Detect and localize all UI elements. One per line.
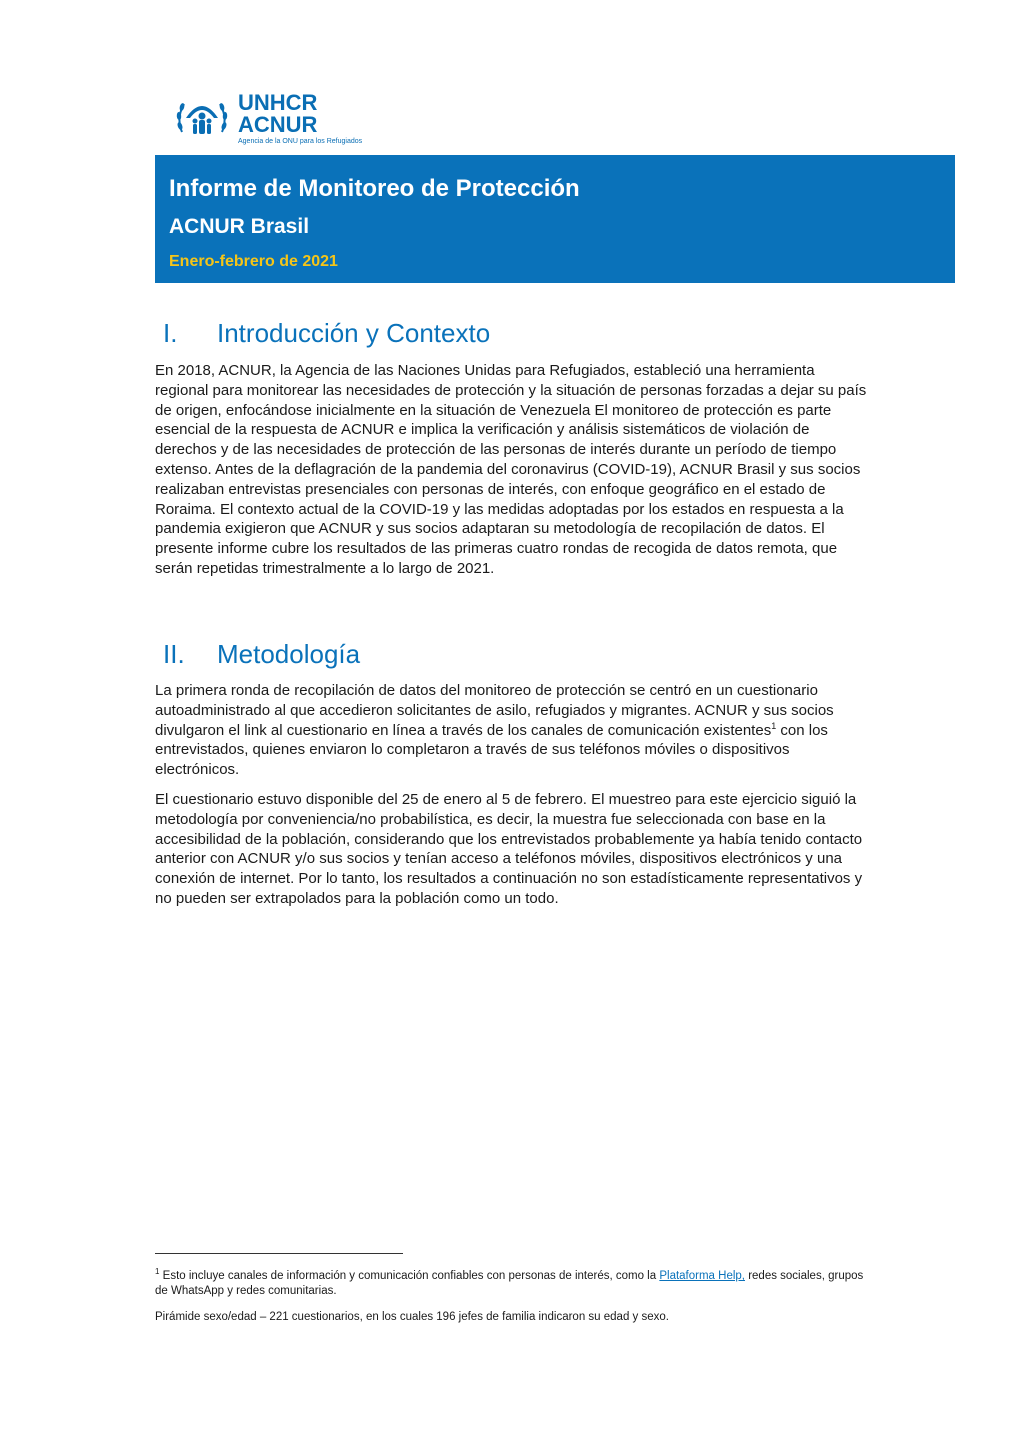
logo-unhcr-text: UNHCR: [238, 90, 318, 115]
section-title: Introducción y Contexto: [217, 318, 491, 348]
footnote: $^1$ Esto incluye canales de información y comunicación confiables con personas de interés, como la Plataforma Help, redes sociales, grupos de WhatsApp y redes comunitarias.: [155, 1267, 864, 1298]
footnote-ref[interactable]: 1: [771, 720, 777, 731]
report-title: Informe de Monitoreo de Protección: [169, 175, 580, 202]
unhcr-emblem-icon: [172, 88, 232, 148]
intro-paragraph: En 2018, ACNUR, la Agencia de las Naciones Unidas para Refugiados, estableció una herramienta regional para monitorear las necesidades de protección y la situación de personas forzadas a dejar su país de origen, enfocándose inicialmente en la situación de Venezuela El monitoreo de protección es parte esencial de la respuesta de ACNUR e implica la verificación y análisis sistemáticos de violación de derechos y de las necesidades de protección de las personas de interés durante un período de tiempo extenso. Antes de la deflagración de la pandemia del coronavirus (COVID-19), ACNUR Brasil y sus socios realizaban entrevistas presenciales con personas de interés, con enfoque geográfico en el estado de Roraima. El contexto actual de la COVID-19 y las medidas adoptadas por los estados en respuesta a la pandemia exigieron que ACNUR y sus socios adaptaran su metodología de recopilación de datos. El presente informe cubre los resultados de las primeras cuatro rondas de recogida de datos remota, que serán repetidas trimestralmente a lo largo de 2021.: [155, 362, 867, 577]
report-date: Enero-febrero de 2021: [169, 253, 338, 270]
section-heading-intro: [163, 318, 490, 349]
section-title: Metodología: [217, 639, 361, 669]
methodology-paragraph-2: El cuestionario estuvo disponible del 25 de enero al 5 de febrero. El muestreo para este ejercicio siguió la metodología por conveniencia/no probabilística, es decir, la muestra fue seleccionada con base en la accesibilidad de la población, considerando que los entrevistados probablemente ya había tenido contacto anterior con ACNUR y/o sus socios y tenían acceso a teléfonos móviles, dispositivos electrónicos y una conexión de internet. Por lo tanto, los resultados a continuación no son estadísticamente representativos y no pueden ser extrapolados para la población como un todo.: [155, 791, 863, 907]
figure-caption: Pirámide sexo/edad – 221 cuestionarios, en los cuales 196 jefes de familia indicaron su edad y sexo.: [155, 1311, 669, 1323]
section-number: II.: [163, 639, 185, 669]
title-banner: [155, 155, 955, 283]
report-subtitle: ACNUR Brasil: [169, 215, 310, 238]
logo-acnur-text: ACNUR: [238, 112, 318, 137]
section-number: I.: [163, 318, 178, 348]
logo-tagline: Agencia de la ONU para los Refugiados: [238, 138, 363, 145]
plataforma-help-link[interactable]: Plataforma Help,: [659, 1269, 745, 1282]
section-heading-methodology: [163, 639, 360, 670]
footnote-mark: 1: [155, 1267, 160, 1276]
footnote-divider: [155, 1253, 403, 1254]
unhcr-logo: [172, 88, 372, 148]
methodology-paragraph-1: La primera ronda de recopilación de datos del monitoreo de protección se centró en un cuestionario autoadministrado al que accedieron solicitantes de asilo, refugiados y migrantes. ACNUR y sus socios divulgaron el link al cuestionario en línea a través de los canales de comunicación existentes$^1$ con los entrevistados, quienes enviaron lo completaron a través de sus teléfonos móviles o dispositivos electrónicos.: [155, 682, 834, 779]
